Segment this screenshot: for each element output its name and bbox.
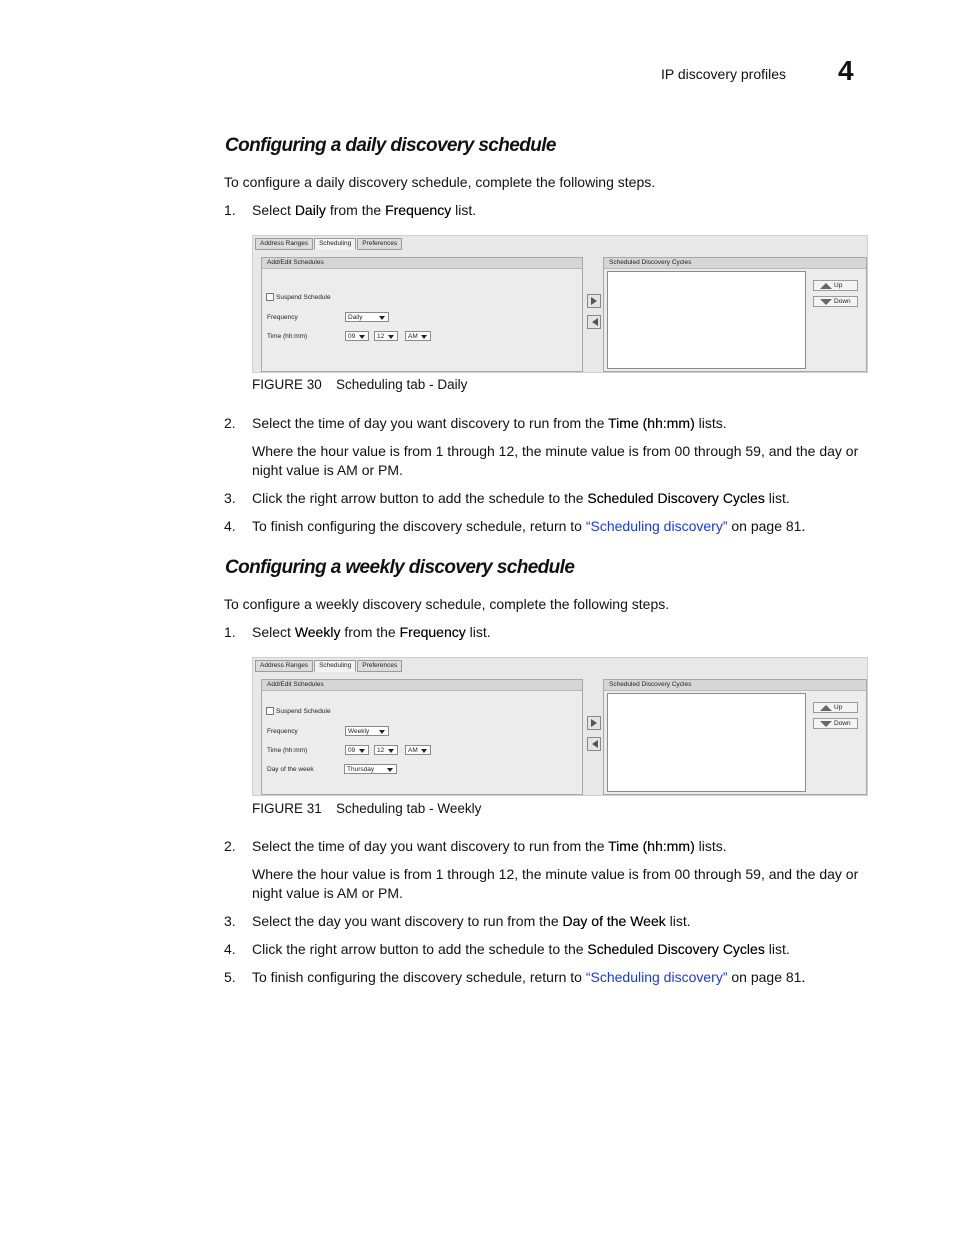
triangle-down-icon (820, 299, 832, 305)
time-label: Time (hh:mm) (267, 747, 308, 754)
hour-select[interactable]: 09 (345, 331, 369, 341)
panel-title: Add/Edit Schedules (262, 680, 582, 691)
daily-step2-note: Where the hour value is from 1 through 12, the minute value is from 00 through 59, and the day or night value is AM or PM. (252, 443, 859, 478)
weekly-step3: Select the day you want discovery to run from the Day of the Week list. (252, 913, 691, 929)
panel-title: Scheduled Discovery Cycles (604, 258, 866, 269)
weekly-step4: Click the right arrow button to add the schedule to the Scheduled Discovery Cycles list. (252, 941, 790, 957)
weekly-step2-note: Where the hour value is from 1 through 12, the minute value is from 00 through 59, and the day or night value is AM or PM. (252, 866, 859, 901)
right-arrow-icon (591, 297, 597, 305)
running-header-title: IP discovery profiles (661, 66, 787, 82)
left-arrow-icon (592, 740, 598, 748)
step-number: 5. (224, 969, 236, 985)
frequency-label: Frequency (267, 728, 298, 735)
ampm-select[interactable]: AM (405, 331, 431, 341)
day-of-week-label: Day of the week (267, 766, 314, 773)
scheduled-cycles-list[interactable] (607, 271, 806, 369)
day-of-week-select[interactable]: Thursday (344, 764, 397, 774)
tab-scheduling[interactable]: Scheduling (314, 660, 356, 672)
add-schedule-button[interactable] (587, 294, 601, 308)
remove-schedule-button[interactable] (587, 315, 601, 329)
step-number: 2. (224, 415, 236, 431)
move-up-button[interactable]: Up (813, 702, 858, 713)
suspend-schedule-label: Suspend Schedule (276, 708, 331, 715)
weekly-step2: Select the time of day you want discovery to run from the Time (hh:mm) lists. (252, 838, 727, 854)
step-number: 2. (224, 838, 236, 854)
figure-caption: FIGURE 31 Scheduling tab - Weekly (252, 801, 482, 816)
frequency-select[interactable]: Daily (345, 312, 389, 322)
left-arrow-icon (592, 318, 598, 326)
suspend-schedule-checkbox[interactable] (266, 293, 274, 301)
step-number: 4. (224, 518, 236, 534)
scheduling-tab-daily-figure (252, 235, 868, 373)
tab-scheduling[interactable]: Scheduling (314, 238, 356, 250)
tab-preferences[interactable]: Preferences (357, 660, 402, 672)
daily-step2: Select the time of day you want discovery to run from the Time (hh:mm) lists. (252, 415, 727, 431)
weekly-heading: Configuring a weekly discovery schedule (225, 557, 575, 578)
move-up-button[interactable]: Up (813, 280, 858, 291)
right-arrow-icon (591, 719, 597, 727)
daily-step4: To finish configuring the discovery schedule, return to “Scheduling discovery” on page 81. (252, 518, 806, 534)
step-number: 3. (224, 913, 236, 929)
scheduling-discovery-link[interactable]: “Scheduling discovery” (585, 518, 728, 534)
daily-intro: To configure a daily discovery schedule, complete the following steps. (224, 174, 656, 190)
weekly-step1: Select Weekly from the Frequency list. (252, 624, 491, 640)
suspend-schedule-checkbox[interactable] (266, 707, 274, 715)
scheduled-cycles-list[interactable] (607, 693, 806, 792)
scheduling-discovery-link[interactable]: “Scheduling discovery” (585, 969, 728, 985)
scheduled-discovery-cycles-panel (603, 257, 867, 372)
add-edit-schedules-panel (261, 257, 583, 372)
ampm-select[interactable]: AM (405, 745, 431, 755)
suspend-schedule-label: Suspend Schedule (276, 294, 331, 301)
step-number: 1. (224, 202, 236, 218)
daily-step3: Click the right arrow button to add the schedule to the Scheduled Discovery Cycles list. (252, 490, 790, 506)
chapter-number: 4 (838, 55, 854, 86)
scheduling-tab-weekly-figure (252, 657, 868, 796)
minute-select[interactable]: 12 (374, 331, 398, 341)
panel-title: Scheduled Discovery Cycles (604, 680, 866, 691)
remove-schedule-button[interactable] (587, 737, 601, 751)
step-number: 1. (224, 624, 236, 640)
triangle-up-icon (820, 705, 832, 711)
tab-bar (255, 238, 403, 249)
triangle-up-icon (820, 283, 832, 289)
tab-address-ranges[interactable]: Address Ranges (255, 238, 313, 250)
time-label: Time (hh:mm) (267, 333, 308, 340)
move-down-button[interactable]: Down (813, 718, 858, 729)
figure-caption: FIGURE 30 Scheduling tab - Daily (252, 377, 468, 392)
scheduled-discovery-cycles-panel (603, 679, 867, 795)
add-schedule-button[interactable] (587, 716, 601, 730)
step-number: 4. (224, 941, 236, 957)
weekly-intro: To configure a weekly discovery schedule, complete the following steps. (224, 596, 670, 612)
panel-title: Add/Edit Schedules (262, 258, 582, 269)
triangle-down-icon (820, 721, 832, 727)
daily-step1: Select Daily from the Frequency list. (252, 202, 477, 218)
tab-address-ranges[interactable]: Address Ranges (255, 660, 313, 672)
daily-heading: Configuring a daily discovery schedule (225, 135, 556, 156)
move-down-button[interactable]: Down (813, 296, 858, 307)
minute-select[interactable]: 12 (374, 745, 398, 755)
hour-select[interactable]: 09 (345, 745, 369, 755)
step-number: 3. (224, 490, 236, 506)
frequency-label: Frequency (267, 314, 298, 321)
tab-preferences[interactable]: Preferences (357, 238, 402, 250)
frequency-select[interactable]: Weekly (345, 726, 389, 736)
weekly-step5: To finish configuring the discovery schedule, return to “Scheduling discovery” on page 81. (252, 969, 806, 985)
add-edit-schedules-panel (261, 679, 583, 795)
tab-bar (255, 660, 403, 671)
